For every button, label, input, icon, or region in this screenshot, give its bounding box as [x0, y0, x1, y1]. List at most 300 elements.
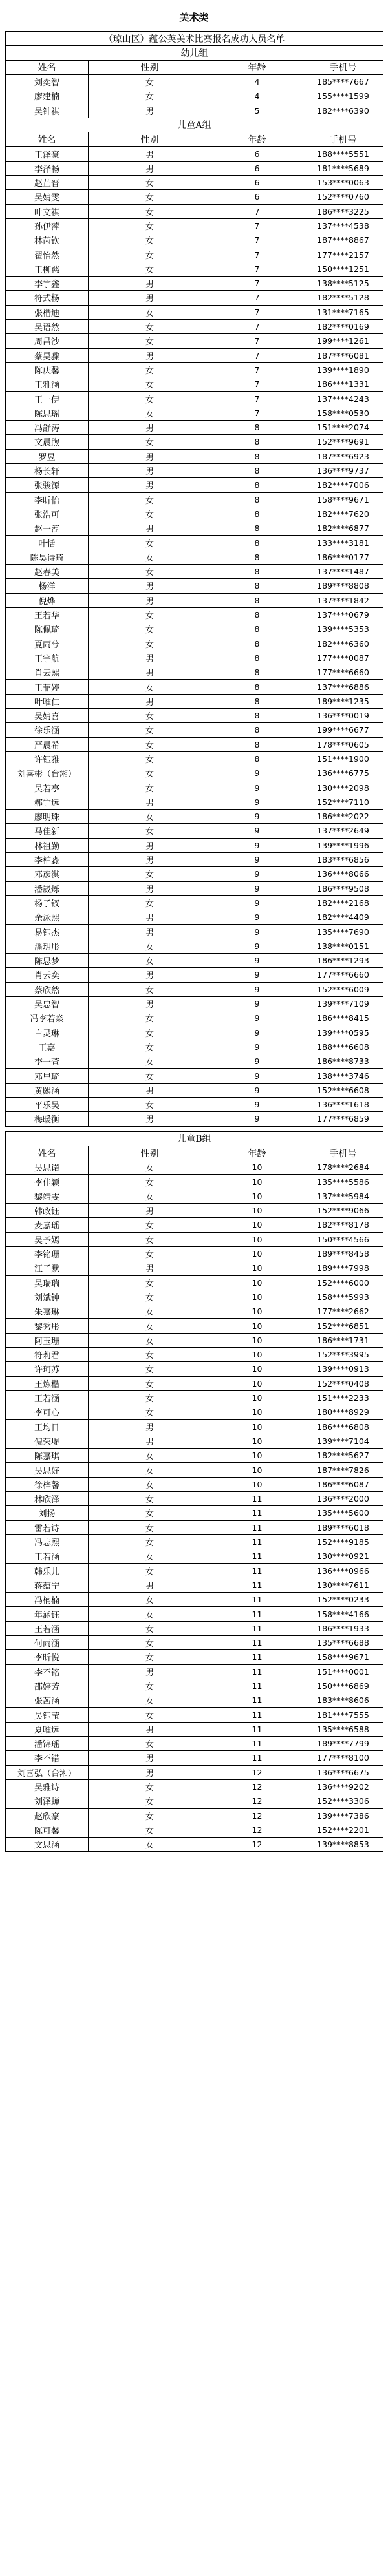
table-row	[6, 147, 383, 161]
phone-cell: 152****9691	[303, 435, 383, 449]
gender-cell: 男	[89, 1765, 211, 1779]
name-cell: 夏雨兮	[6, 636, 89, 651]
table-row	[6, 1650, 383, 1664]
phone-cell: 182****5128	[303, 291, 383, 305]
name-cell: 陈庆馨	[6, 362, 89, 377]
table-row	[6, 1069, 383, 1083]
gender-cell: 男	[89, 449, 211, 463]
age-cell: 8	[211, 680, 303, 694]
table-row	[6, 1534, 383, 1549]
table-row	[6, 694, 383, 708]
column-header-name: 姓名	[6, 1146, 89, 1160]
column-header-row	[6, 132, 383, 147]
phone-cell: 139****7109	[303, 996, 383, 1011]
table-row	[6, 723, 383, 737]
age-cell: 11	[211, 1693, 303, 1708]
table-row	[6, 1607, 383, 1621]
name-cell: 韩政钰	[6, 1204, 89, 1218]
gender-cell: 女	[89, 1737, 211, 1751]
phone-cell: 152****6009	[303, 982, 383, 996]
phone-cell: 151****0001	[303, 1664, 383, 1679]
name-cell: 廖建楠	[6, 89, 89, 103]
age-cell: 8	[211, 421, 303, 435]
phone-cell: 177****6859	[303, 1112, 383, 1126]
age-cell: 10	[211, 1261, 303, 1275]
name-cell: 吴思诺	[6, 1160, 89, 1175]
phone-cell: 135****7690	[303, 925, 383, 939]
name-cell: 平乐吴	[6, 1097, 89, 1111]
gender-cell: 女	[89, 1189, 211, 1203]
name-cell: 王菲婷	[6, 680, 89, 694]
age-cell: 4	[211, 89, 303, 103]
table-row	[6, 492, 383, 507]
gender-cell: 女	[89, 1376, 211, 1390]
phone-cell: 189****8808	[303, 579, 383, 593]
age-cell: 10	[211, 1463, 303, 1477]
name-cell: 张浩可	[6, 507, 89, 521]
age-cell: 9	[211, 910, 303, 925]
phone-cell: 187****8867	[303, 233, 383, 247]
table-row	[6, 1621, 383, 1635]
phone-cell: 186****9508	[303, 881, 383, 895]
table-title: （琼山区）蕴公英美术比赛报名成功人员名单	[6, 32, 383, 46]
table-row	[6, 895, 383, 910]
table-row	[6, 838, 383, 852]
section-label: 幼儿组	[6, 46, 383, 60]
age-cell: 11	[211, 1549, 303, 1564]
age-cell: 12	[211, 1823, 303, 1837]
table-row	[6, 1737, 383, 1751]
table-row	[6, 521, 383, 536]
phone-cell: 138****0151	[303, 939, 383, 953]
gender-cell: 女	[89, 780, 211, 795]
name-cell: 郝宁远	[6, 795, 89, 809]
age-cell: 8	[211, 521, 303, 536]
phone-cell: 180****8929	[303, 1405, 383, 1419]
gender-cell: 女	[89, 1708, 211, 1722]
age-cell: 8	[211, 536, 303, 550]
table-row	[6, 1390, 383, 1405]
name-cell: 邵婷芳	[6, 1679, 89, 1693]
group-title-row	[6, 1131, 383, 1146]
table-row	[6, 680, 383, 694]
age-cell: 8	[211, 478, 303, 492]
age-cell: 6	[211, 147, 303, 161]
name-cell: 李泽畅	[6, 161, 89, 175]
name-cell: 白灵琳	[6, 1025, 89, 1040]
phone-cell: 130****2098	[303, 780, 383, 795]
name-cell: 吴瑞瑞	[6, 1275, 89, 1290]
name-cell: 麦嘉瑶	[6, 1218, 89, 1232]
age-cell: 10	[211, 1405, 303, 1419]
table-row	[6, 362, 383, 377]
age-cell: 10	[211, 1204, 303, 1218]
phone-cell: 158****9671	[303, 492, 383, 507]
age-cell: 8	[211, 708, 303, 722]
name-cell: 张茜涵	[6, 1693, 89, 1708]
gender-cell: 女	[89, 723, 211, 737]
name-cell: 李铭珊	[6, 1246, 89, 1261]
gender-cell: 女	[89, 492, 211, 507]
age-cell: 7	[211, 233, 303, 247]
name-cell: 吴思好	[6, 1463, 89, 1477]
table-row	[6, 1218, 383, 1232]
name-cell: 吴雅诗	[6, 1779, 89, 1794]
phone-cell: 152****7110	[303, 795, 383, 809]
table-row	[6, 175, 383, 189]
gender-cell: 女	[89, 1319, 211, 1333]
gender-cell: 男	[89, 463, 211, 477]
phone-cell: 137****2649	[303, 824, 383, 838]
table-row	[6, 1204, 383, 1218]
age-cell: 9	[211, 838, 303, 852]
table-row	[6, 1189, 383, 1203]
age-cell: 9	[211, 1112, 303, 1126]
table-row	[6, 1348, 383, 1362]
phone-cell: 182****0169	[303, 319, 383, 333]
name-cell: 王嘉	[6, 1040, 89, 1054]
name-cell: 李一萱	[6, 1054, 89, 1069]
table-row	[6, 103, 383, 118]
gender-cell: 女	[89, 175, 211, 189]
name-cell: 冯楠楠	[6, 1593, 89, 1607]
gender-cell: 女	[89, 1069, 211, 1083]
name-cell: 肖云熙	[6, 665, 89, 680]
gender-cell: 女	[89, 1635, 211, 1649]
table-row	[6, 247, 383, 262]
age-cell: 9	[211, 1054, 303, 1069]
age-cell: 9	[211, 982, 303, 996]
phone-cell: 152****3306	[303, 1794, 383, 1808]
table-row	[6, 622, 383, 636]
name-cell: 陈思梦	[6, 954, 89, 968]
table-row	[6, 867, 383, 881]
table-row	[6, 996, 383, 1011]
name-cell: 江子默	[6, 1261, 89, 1275]
phone-cell: 152****9066	[303, 1204, 383, 1218]
table-row	[6, 1751, 383, 1765]
gender-cell: 女	[89, 1693, 211, 1708]
phone-cell: 136****0966	[303, 1564, 383, 1578]
age-cell: 10	[211, 1319, 303, 1333]
phone-cell: 130****0921	[303, 1549, 383, 1564]
column-header-name: 姓名	[6, 60, 89, 74]
table-row	[6, 536, 383, 550]
phone-cell: 150****6869	[303, 1679, 383, 1693]
age-cell: 12	[211, 1794, 303, 1808]
table-row	[6, 579, 383, 593]
age-cell: 10	[211, 1290, 303, 1304]
gender-cell: 女	[89, 810, 211, 824]
gender-cell: 女	[89, 708, 211, 722]
phone-cell: 177****6660	[303, 968, 383, 982]
name-cell: 蔡昊骤	[6, 348, 89, 362]
age-cell: 9	[211, 1040, 303, 1054]
age-cell: 7	[211, 291, 303, 305]
gender-cell: 男	[89, 1419, 211, 1434]
phone-cell: 152****0760	[303, 190, 383, 204]
gender-cell: 女	[89, 1011, 211, 1025]
table-row	[6, 392, 383, 406]
phone-cell: 152****3995	[303, 1348, 383, 1362]
phone-cell: 150****4566	[303, 1232, 383, 1246]
column-header-age: 年龄	[211, 1146, 303, 1160]
age-cell: 9	[211, 1025, 303, 1040]
age-cell: 7	[211, 334, 303, 348]
gender-cell: 女	[89, 1390, 211, 1405]
group-title-row	[6, 118, 383, 132]
name-cell: 李佳颖	[6, 1175, 89, 1189]
age-cell: 9	[211, 810, 303, 824]
name-cell: 王若涵	[6, 1549, 89, 1564]
age-cell: 10	[211, 1362, 303, 1376]
gender-cell: 男	[89, 925, 211, 939]
table-row	[6, 1823, 383, 1837]
table-row	[6, 1679, 383, 1693]
table-row	[6, 435, 383, 449]
gender-cell: 女	[89, 1794, 211, 1808]
column-header-gender: 性别	[89, 1146, 211, 1160]
age-cell: 7	[211, 392, 303, 406]
name-cell: 韩乐儿	[6, 1564, 89, 1578]
age-cell: 8	[211, 622, 303, 636]
age-cell: 8	[211, 607, 303, 622]
name-cell: 陈可馨	[6, 1823, 89, 1837]
name-cell: 吴钰莹	[6, 1708, 89, 1722]
table-row	[6, 463, 383, 477]
gender-cell: 男	[89, 478, 211, 492]
gender-cell: 女	[89, 766, 211, 780]
gender-cell: 女	[89, 1246, 211, 1261]
age-cell: 6	[211, 175, 303, 189]
phone-cell: 136****6775	[303, 766, 383, 780]
table-row	[6, 939, 383, 953]
phone-cell: 136****6675	[303, 1765, 383, 1779]
phone-cell: 186****0177	[303, 550, 383, 564]
age-cell: 7	[211, 218, 303, 233]
section-label-row	[6, 46, 383, 60]
phone-cell: 185****7667	[303, 74, 383, 89]
table-row	[6, 1419, 383, 1434]
name-cell: 倪烨	[6, 593, 89, 607]
phone-cell: 182****5627	[303, 1449, 383, 1463]
column-header-phone: 手机号	[303, 60, 383, 74]
phone-cell: 139****1996	[303, 838, 383, 852]
phone-cell: 155****1599	[303, 89, 383, 103]
gender-cell: 女	[89, 1232, 211, 1246]
name-cell: 林欣泽	[6, 1491, 89, 1505]
age-cell: 9	[211, 968, 303, 982]
name-cell: 刘泽蝉	[6, 1794, 89, 1808]
phone-cell: 177****8100	[303, 1751, 383, 1765]
table-row	[6, 1779, 383, 1794]
name-cell: 吴婧喜	[6, 708, 89, 722]
gender-cell: 男	[89, 277, 211, 291]
table-row	[6, 204, 383, 218]
table-row	[6, 708, 383, 722]
table-row	[6, 305, 383, 319]
phone-cell: 186****2022	[303, 810, 383, 824]
name-cell: 邓里琦	[6, 1069, 89, 1083]
phone-cell: 186****1293	[303, 954, 383, 968]
gender-cell: 女	[89, 392, 211, 406]
phone-cell: 152****0233	[303, 1593, 383, 1607]
phone-cell: 182****7620	[303, 507, 383, 521]
table-row	[6, 291, 383, 305]
phone-cell: 135****5586	[303, 1175, 383, 1189]
name-cell: 赵一淳	[6, 521, 89, 536]
phone-cell: 137****5984	[303, 1189, 383, 1203]
table-row	[6, 449, 383, 463]
name-cell: 肖云奕	[6, 968, 89, 982]
age-cell: 9	[211, 867, 303, 881]
name-cell: 符式杨	[6, 291, 89, 305]
table-row	[6, 1246, 383, 1261]
age-cell: 11	[211, 1635, 303, 1649]
gender-cell: 女	[89, 74, 211, 89]
phone-cell: 182****6390	[303, 103, 383, 118]
name-cell: 王柳慈	[6, 262, 89, 276]
phone-cell: 150****1251	[303, 262, 383, 276]
phone-cell: 136****9202	[303, 1779, 383, 1794]
gender-cell: 女	[89, 1405, 211, 1419]
name-cell: 蔡欣然	[6, 982, 89, 996]
gender-cell: 女	[89, 982, 211, 996]
table-row	[6, 1290, 383, 1304]
name-cell: 陈佩琦	[6, 622, 89, 636]
name-cell: 王若涵	[6, 1390, 89, 1405]
name-cell: 赵芷晋	[6, 175, 89, 189]
age-cell: 8	[211, 694, 303, 708]
age-cell: 12	[211, 1808, 303, 1823]
name-cell: 吴若亭	[6, 780, 89, 795]
name-cell: 潘崴烁	[6, 881, 89, 895]
gender-cell: 男	[89, 1578, 211, 1592]
age-cell: 7	[211, 277, 303, 291]
gender-cell: 男	[89, 1751, 211, 1765]
phone-cell: 158****4166	[303, 1607, 383, 1621]
age-cell: 11	[211, 1650, 303, 1664]
table-row	[6, 824, 383, 838]
name-cell: 冯李若焱	[6, 1011, 89, 1025]
gender-cell: 女	[89, 1823, 211, 1837]
age-cell: 8	[211, 463, 303, 477]
table-row	[6, 1463, 383, 1477]
age-cell: 6	[211, 190, 303, 204]
name-cell: 符莉君	[6, 1348, 89, 1362]
gender-cell: 男	[89, 694, 211, 708]
name-cell: 黎靖雯	[6, 1189, 89, 1203]
roster-table	[5, 31, 383, 1852]
phone-cell: 186****6808	[303, 1419, 383, 1434]
gender-cell: 男	[89, 521, 211, 536]
table-row	[6, 1708, 383, 1722]
gender-cell: 女	[89, 1304, 211, 1319]
column-header-gender: 性别	[89, 132, 211, 147]
gender-cell: 男	[89, 147, 211, 161]
gender-cell: 女	[89, 680, 211, 694]
gender-cell: 男	[89, 1083, 211, 1097]
table-row	[6, 1376, 383, 1390]
table-row	[6, 651, 383, 665]
phone-cell: 186****1331	[303, 377, 383, 392]
gender-cell: 女	[89, 1808, 211, 1823]
age-cell: 10	[211, 1246, 303, 1261]
phone-cell: 183****8606	[303, 1693, 383, 1708]
name-cell: 朱嘉琳	[6, 1304, 89, 1319]
table-row	[6, 1319, 383, 1333]
phone-cell: 137****0679	[303, 607, 383, 622]
phone-cell: 151****2074	[303, 421, 383, 435]
age-cell: 11	[211, 1593, 303, 1607]
gender-cell: 男	[89, 1664, 211, 1679]
name-cell: 杨洋	[6, 579, 89, 593]
table-row	[6, 780, 383, 795]
name-cell: 杨子钗	[6, 895, 89, 910]
table-row	[6, 564, 383, 578]
gender-cell: 女	[89, 1779, 211, 1794]
phone-cell: 139****0595	[303, 1025, 383, 1040]
phone-cell: 137****4243	[303, 392, 383, 406]
age-cell: 8	[211, 507, 303, 521]
name-cell: 年涵钰	[6, 1607, 89, 1621]
phone-cell: 158****0530	[303, 406, 383, 420]
name-cell: 罗昱	[6, 449, 89, 463]
phone-cell: 188****6608	[303, 1040, 383, 1054]
age-cell: 12	[211, 1779, 303, 1794]
name-cell: 廖明珠	[6, 810, 89, 824]
table-row	[6, 1275, 383, 1290]
phone-cell: 139****8853	[303, 1838, 383, 1852]
age-cell: 8	[211, 492, 303, 507]
gender-cell: 女	[89, 89, 211, 103]
name-cell: 李不错	[6, 1751, 89, 1765]
gender-cell: 女	[89, 1650, 211, 1664]
table-row	[6, 1765, 383, 1779]
gender-cell: 男	[89, 881, 211, 895]
phone-cell: 136****0019	[303, 708, 383, 722]
name-cell: 吴忠智	[6, 996, 89, 1011]
age-cell: 8	[211, 737, 303, 751]
table-row	[6, 1693, 383, 1708]
phone-cell: 130****7611	[303, 1578, 383, 1592]
gender-cell: 男	[89, 579, 211, 593]
gender-cell: 女	[89, 751, 211, 766]
name-cell: 李可心	[6, 1405, 89, 1419]
phone-cell: 181****5689	[303, 161, 383, 175]
table-row	[6, 421, 383, 435]
table-row	[6, 1434, 383, 1448]
age-cell: 9	[211, 1097, 303, 1111]
age-cell: 9	[211, 766, 303, 780]
name-cell: 文思涵	[6, 1838, 89, 1852]
table-row	[6, 852, 383, 866]
gender-cell: 女	[89, 406, 211, 420]
gender-cell: 男	[89, 1434, 211, 1448]
gender-cell: 女	[89, 1275, 211, 1290]
gender-cell: 女	[89, 1549, 211, 1564]
column-header-row	[6, 60, 383, 74]
table-row	[6, 1491, 383, 1505]
age-cell: 9	[211, 954, 303, 968]
age-cell: 10	[211, 1189, 303, 1203]
age-cell: 11	[211, 1722, 303, 1736]
table-row	[6, 74, 383, 89]
gender-cell: 女	[89, 536, 211, 550]
table-row	[6, 1838, 383, 1852]
phone-cell: 152****6000	[303, 1275, 383, 1290]
name-cell: 马佳新	[6, 824, 89, 838]
